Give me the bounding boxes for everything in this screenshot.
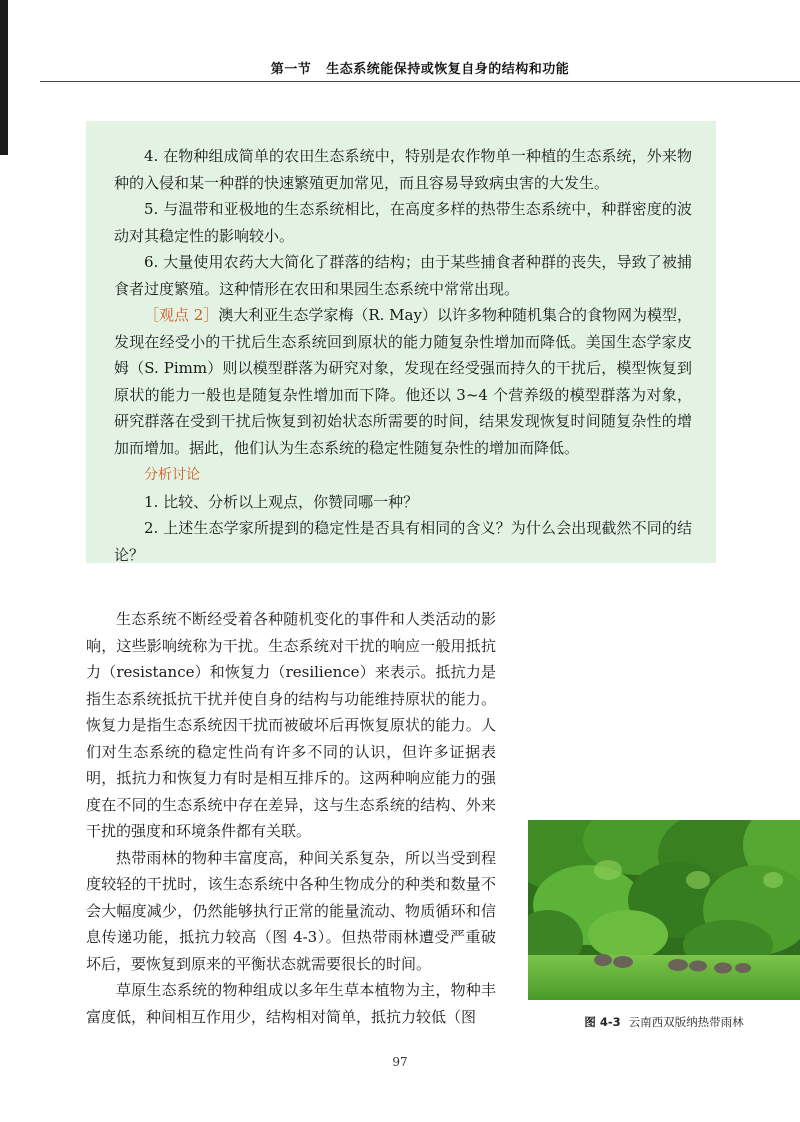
view2-text: 澳大利亚生态学家梅（R. May）以许多物种随机集合的食物网为模型，发现在经受小的干扰后生态系统回到原状的能力随复杂性增加而降低。美国生态学家皮姆（S. Pimm）则以模型群落为研究对象，发现在经受强而持久的干扰后，模型恢复到原状的能力一般也是随复杂性增加而下降。他还以 3~4 个营养级的模型群落为对象，研究群落在受到干扰后恢复到初始状态所需要的时间，结果发现恢复时间随复杂性的增加而增加。据此，他们认为生态系统的稳定性随复杂性的增加而降低。	[114, 306, 693, 457]
box-item: 4. 在物种组成简单的农田生态系统中，特别是农作物单一种植的生态系统，外来物种的入侵和某一种群的快速繁殖更加常见，而且容易导致病虫害的大发生。	[114, 147, 692, 192]
box-item: 6. 大量使用农药大大简化了群落的结构；由于某些捕食者种群的丧失，导致了被捕食者过度繁殖。这种情形在农田和果园生态系统中常常出现。	[114, 253, 692, 298]
body-paragraph: 生态系统不断经受着各种随机变化的事件和人类活动的影响，这些影响统称为干扰。生态系统对干扰的响应一般用抵抗力（resistance）和恢复力（resilience）来表示。抵抗力是指生态系统抵抗干扰并使自身的结构与功能维持原状的能力。恢复力是指生态系统因干扰而被破坏后再恢复原状的能力。人们对生态系统的稳定性尚有许多不同的认识，但许多证据表明，抵抗力和恢复力有时是相互排斥的。这两种响应能力的强度在不同的生态系统中存在差异，这与生态系统的结构、外来干扰的强度和环境条件都有关联。	[86, 610, 496, 840]
discussion-heading-line	[114, 461, 692, 489]
header-title: 生态系统能保持或恢复自身的结构和功能	[326, 62, 570, 77]
box-item: 5. 与温带和亚极地的生态系统相比，在高度多样的热带生态系统中，种群密度的波动对其稳定性的影响较小。	[114, 200, 692, 245]
activity-box	[86, 121, 716, 563]
running-header	[40, 58, 800, 76]
body-text	[86, 606, 496, 1030]
rainforest-illustration	[528, 820, 800, 1000]
page-edge-bar	[0, 0, 8, 155]
figure-caption	[528, 1014, 800, 1030]
body-paragraph: 草原生态系统的物种组成以多年生草本植物为主，物种丰富度低，种间相互作用少，结构相对简单，抵抗力较低（图	[86, 981, 496, 1026]
body-paragraph: 热带雨林的物种丰富度高，种间关系复杂，所以当受到程度较轻的干扰时，该生态系统中各种生物成分的种类和数量不会大幅度减少，仍然能够执行正常的能量流动、物质循环和信息传递功能，抵抗力较高（图 4-3）。但热带雨林遭受严重破坏后，要恢复到原来的平衡状态就需要很长的时间。	[86, 848, 496, 973]
header-section: 第一节	[270, 62, 312, 77]
view2-label: ［观点 2］	[144, 306, 219, 324]
header-rule	[40, 81, 800, 82]
rainforest-photo	[528, 820, 800, 1000]
discussion-heading: 分析讨论	[144, 467, 200, 483]
page-number: 97	[392, 1055, 408, 1069]
figure-number: 图 4-3	[584, 1015, 621, 1029]
question: 1. 比较、分析以上观点，你赞同哪一种？	[144, 492, 419, 511]
view2-paragraph	[114, 302, 692, 461]
figure-caption-text: 云南西双版纳热带雨林	[628, 1015, 744, 1029]
question: 2. 上述生态学家所提到的稳定性是否具有相同的含义？为什么会出现截然不同的结论？	[114, 519, 692, 564]
